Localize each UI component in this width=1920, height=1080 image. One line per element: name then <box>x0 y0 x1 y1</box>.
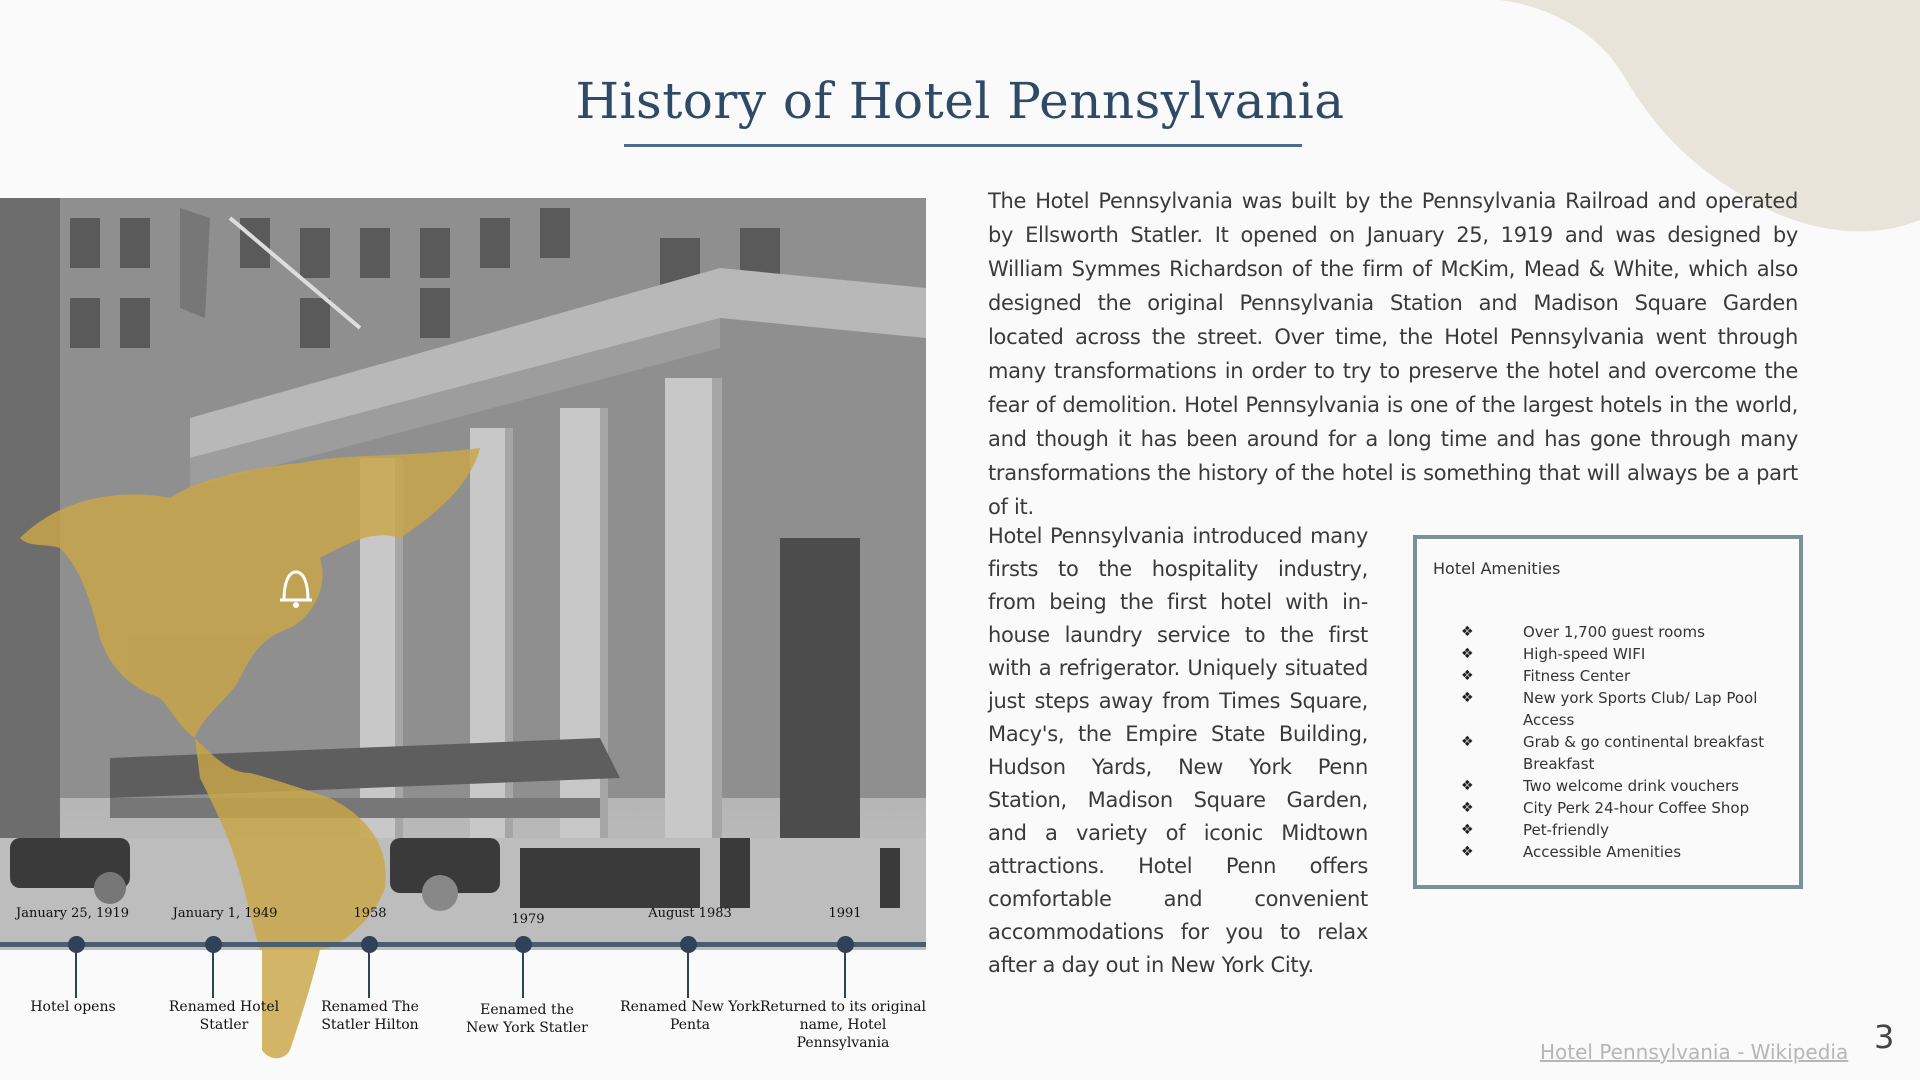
firsts-paragraph: Hotel Pennsylvania introduced many firsts to the hospitality industry, from being the first hotel with in-house laundry service to the first with a refrigerator. Uniquely situated just steps away from Times Square, Macy's, the Empire State Building, Hudson Yards, New York Penn Station, Madison Square Garden, and a variety of iconic Midtown attractions. Hotel Penn offers comfortable and convenient accommodations for you to relax after a day out in New York City. <box>988 524 1368 977</box>
diamond-bullet-icon: ❖ <box>1461 624 1474 640</box>
timeline-date: 1979 <box>511 912 545 927</box>
list-item <box>1461 775 1781 797</box>
timeline-stem <box>844 946 846 998</box>
diamond-bullet-icon: ❖ <box>1461 800 1474 816</box>
list-item <box>1461 687 1781 731</box>
list-item <box>1461 819 1781 841</box>
timeline-label: Renamed The Statler Hilton <box>321 999 419 1034</box>
diamond-bullet-icon: ❖ <box>1461 822 1474 838</box>
timeline-label: Renamed New York Penta <box>620 999 760 1034</box>
timeline-date: January 25, 1919 <box>16 906 130 921</box>
list-item <box>1461 841 1781 863</box>
list-item <box>1461 643 1781 665</box>
timeline-label: Returned to its original name, Hotel Pennsylvania <box>760 999 926 1052</box>
diamond-bullet-icon: ❖ <box>1461 778 1474 794</box>
slide-title: History of Hotel Pennsylvania <box>575 72 1345 130</box>
amenity-text: High-speed WIFI <box>1523 645 1646 663</box>
list-item <box>1461 731 1781 775</box>
timeline-date: August 1983 <box>648 906 732 921</box>
amenity-text: Fitness Center <box>1523 667 1631 685</box>
diamond-bullet-icon: ❖ <box>1461 734 1474 750</box>
timeline-label: Renamed Hotel Statler <box>168 999 280 1034</box>
timeline-stem <box>212 946 214 998</box>
intro-paragraph: The Hotel Pennsylvania was built by the Pennsylvania Railroad and operated by Ellsworth Statler. It opened on January 25, 1919 and was designed by William Symmes Richardson of the firm of McKim, Mead & White, which also designed the original Pennsylvania Station and Madison Square Garden located across the street. Over time, the Hotel Pennsylvania went through many transformations in order to try to preserve the hotel and overcome the fear of demolition. Hotel Pennsylvania is one of the largest hotels in the world, and though it has been around for a long time and has gone through many transformations the history of the hotel is something that will always be a part of it. <box>988 189 1798 519</box>
amenity-text: Over 1,700 guest rooms <box>1523 623 1705 641</box>
timeline-label: Eenamed the New York Statler <box>466 1002 588 1037</box>
amenity-text: Accessible Amenities <box>1523 843 1682 861</box>
amenity-text: City Perk 24-hour Coffee Shop <box>1523 799 1750 817</box>
diamond-bullet-icon: ❖ <box>1461 844 1474 860</box>
title-underline <box>624 144 1302 147</box>
page-number: 3 <box>1874 1018 1895 1056</box>
diamond-bullet-icon: ❖ <box>1461 690 1474 706</box>
diamond-bullet-icon: ❖ <box>1461 668 1474 684</box>
timeline-stem <box>687 946 689 998</box>
timeline-date: 1958 <box>353 906 387 921</box>
list-item <box>1461 621 1781 643</box>
timeline-stem <box>75 946 77 998</box>
timeline-stem <box>368 946 370 998</box>
amenity-text: Grab & go continental breakfast Breakfast <box>1523 733 1765 773</box>
timeline-date: January 1, 1949 <box>172 906 278 921</box>
list-item <box>1461 797 1781 819</box>
amenity-text: New york Sports Club/ Lap Pool Access <box>1523 689 1758 729</box>
timeline-axis <box>0 942 926 947</box>
diamond-bullet-icon: ❖ <box>1461 646 1474 662</box>
amenity-text: Pet-friendly <box>1523 821 1609 839</box>
amenity-text: Two welcome drink vouchers <box>1523 777 1739 795</box>
wikipedia-source-link[interactable]: Hotel Pennsylvania - Wikipedia <box>1540 1040 1849 1064</box>
amenities-list <box>1461 621 1781 863</box>
list-item <box>1461 665 1781 687</box>
amenities-title: Hotel Amenities <box>1433 559 1561 578</box>
timeline-stem <box>522 946 524 998</box>
timeline-label: Hotel opens <box>30 999 116 1015</box>
timeline-date: 1991 <box>828 906 862 921</box>
hotel-historic-photo <box>0 198 926 950</box>
amenities-box <box>1413 535 1803 889</box>
